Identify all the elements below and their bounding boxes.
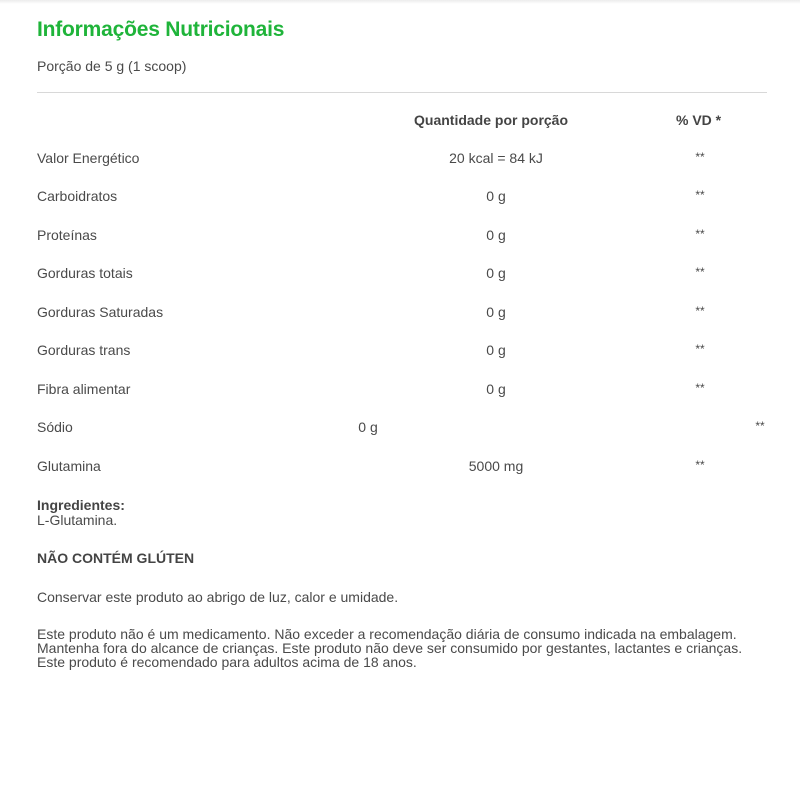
- table-row: [0, 227, 800, 247]
- nutrient-name: Sódio: [37, 419, 73, 435]
- nutrient-name: Gorduras totais: [37, 265, 133, 281]
- nutrient-daily-value: **: [695, 342, 705, 356]
- header-quantity: Quantidade por porção: [414, 112, 569, 128]
- nutrient-name: Valor Energético: [37, 150, 140, 166]
- table-row: [0, 188, 800, 208]
- table-row: [0, 458, 800, 478]
- table-row: [0, 304, 800, 324]
- nutrient-quantity: 0 g: [486, 342, 506, 358]
- gluten-notice: NÃO CONTÉM GLÚTEN: [37, 550, 195, 566]
- nutrient-daily-value: **: [695, 150, 705, 164]
- storage-notice: Conservar este produto ao abrigo de luz, calor e umidade.: [37, 589, 399, 605]
- nutrient-daily-value: **: [695, 458, 705, 472]
- ingredients-label: Ingredientes:: [37, 497, 125, 513]
- table-row: [0, 150, 800, 170]
- nutrient-daily-value: **: [695, 227, 705, 241]
- nutrient-daily-value: **: [695, 304, 705, 318]
- nutrient-quantity: 0 g: [486, 227, 506, 243]
- nutrient-quantity: 0 g: [486, 381, 506, 397]
- nutrient-name: Carboidratos: [37, 188, 118, 204]
- table-row: [0, 381, 800, 401]
- table-row: [0, 419, 800, 439]
- header-daily-value: % VD *: [676, 112, 722, 128]
- nutrient-quantity: 0 g: [486, 304, 506, 320]
- nutrient-daily-value: **: [695, 265, 705, 279]
- page-title: Informações Nutricionais: [37, 18, 285, 41]
- nutrient-name: Fibra alimentar: [37, 381, 131, 397]
- nutrient-name: Gorduras trans: [37, 342, 131, 358]
- top-shadow: [0, 0, 800, 4]
- nutrient-name: Glutamina: [37, 458, 101, 474]
- nutrient-name: Proteínas: [37, 227, 97, 243]
- nutrient-daily-value: **: [695, 381, 705, 395]
- divider: [37, 92, 767, 93]
- nutrient-daily-value: **: [755, 419, 765, 433]
- nutrient-quantity: 0 g: [486, 188, 506, 204]
- table-row: [0, 265, 800, 285]
- nutrient-quantity: 20 kcal = 84 kJ: [449, 150, 543, 166]
- serving-size: Porção de 5 g (1 scoop): [37, 58, 187, 74]
- table-row: [0, 342, 800, 362]
- nutrient-quantity: 0 g: [486, 265, 506, 281]
- nutrient-quantity: 5000 mg: [468, 458, 524, 474]
- nutrient-quantity: 0 g: [358, 419, 378, 435]
- ingredients-value: L-Glutamina.: [37, 512, 118, 528]
- warning-text: Este produto não é um medicamento. Não exceder a recomendação diária de consumo indicada na embalagem. Mantenha fora do alcance de crianças. Este produto não deve ser consumido por gestantes, lactantes e crianças. Este produto é recomendado para adultos acima de 18 anos.: [37, 626, 743, 670]
- nutrient-daily-value: **: [695, 188, 705, 202]
- nutrient-name: Gorduras Saturadas: [37, 304, 164, 320]
